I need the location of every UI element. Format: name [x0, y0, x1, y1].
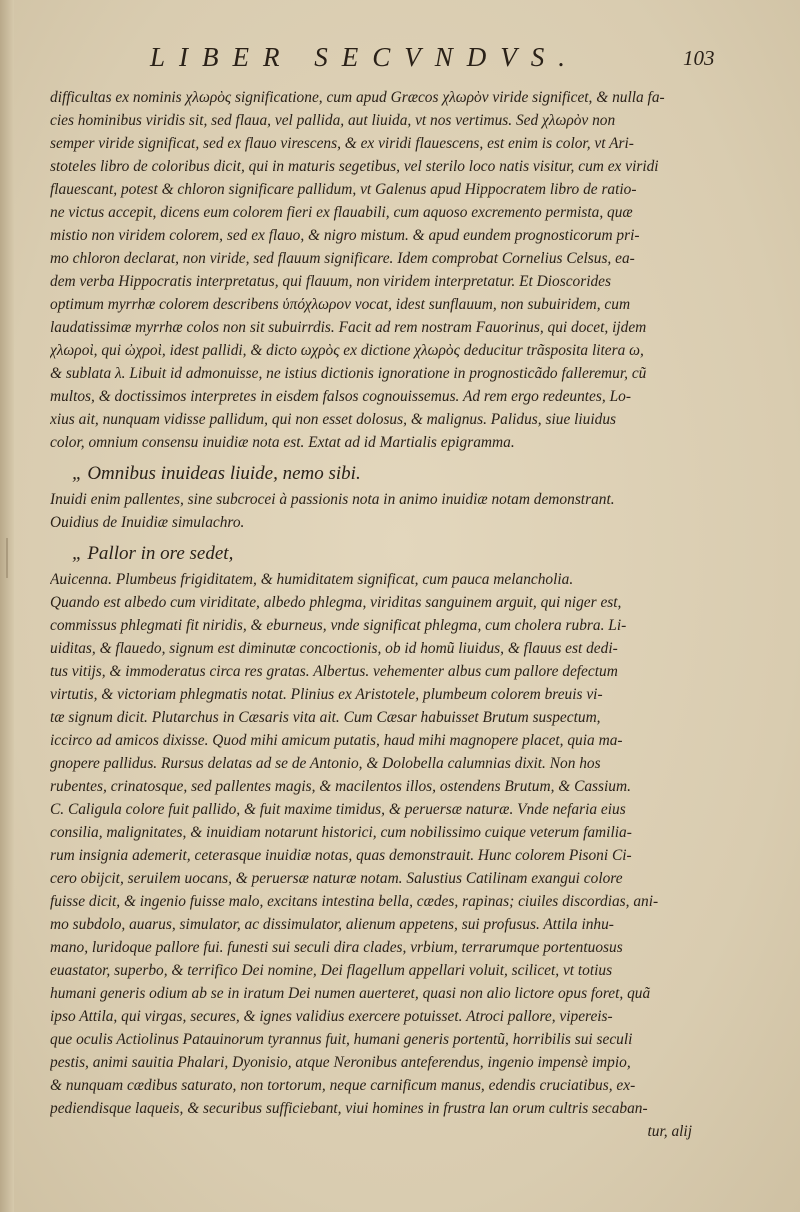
text-line: virtutis, & victoriam phlegmatis notat. Plinius ex Aristotele, plumbeum colorem breuis vi- [50, 686, 603, 703]
catchword: tur, alij [647, 1123, 692, 1140]
text-line: laudatissimæ myrrhæ colos non sit subuirrdis. Facit ad rem nostram Fauorinus, qui docet, ijdem [50, 319, 647, 336]
text-line: dem verba Hippocratis interpretatus, qui flauum, non viridem interpretatur. Et Dioscorides [50, 273, 611, 290]
text-line: fuisse dicit, & ingenio fuisse malo, excitans intestina bella, cædes, rapinas; ciuiles discordias, ani- [50, 893, 659, 910]
text-line: C. Caligula colore fuit pallido, & fuit maxime timidus, & peruersæ naturæ. Vnde nefaria eius [50, 801, 626, 818]
paragraph-2 [50, 488, 714, 534]
quoted-verse-1: „ Omnibus inuideas liuide, nemo sibi. [72, 463, 361, 484]
page-header [0, 40, 800, 80]
text-line: commissus phlegmati fit niridis, & eburneus, vnde significat phlegma, cum cholera rubra. Li- [50, 617, 627, 634]
text-line: Inuidi enim pallentes, sine subcrocei à passionis nota in animo inuidiæ notam demonstrant. [50, 491, 615, 508]
text-line: mano, luridoque pallore fui. funesti sui seculi dira clades, vrbium, terrarumque portentuosus [50, 939, 623, 956]
text-line: gnopere pallidus. Rursus delatas ad se de Antonio, & Dolobella calumnias dixit. Non hos [50, 755, 601, 772]
text-line: humani generis odium ab se in iratum Dei numen auerteret, quasi non alio lictore opus foret, quã [50, 985, 651, 1002]
text-line: semper viride significat, sed ex flauo virescens, & ex viridi flauescens, est enim is color, vt Ari- [50, 135, 634, 152]
text-line: ipso Attila, qui virgas, secures, & ignes validius exercere potuisset. Atroci pallore, vipereis- [50, 1008, 613, 1025]
text-line: stoteles libro de coloribus dicit, qui in maturis segetibus, vel sterilo loco natis visitur, cum ex viridi [50, 158, 659, 175]
text-line: euastator, superbo, & terrifico Dei nomine, Dei flagellum appellari voluit, scilicet, vt totius [50, 962, 613, 979]
text-line: Auicenna. Plumbeus frigiditatem, & humiditatem significat, cum pauca melancholia. [50, 571, 574, 588]
quoted-verse-2: „ Pallor in ore sedet, [72, 543, 234, 564]
text-line: tus vitijs, & immoderatus circa res gratas. Albertus. vehementer albus cum pallore defectum [50, 663, 618, 680]
text-line: & nunquam cædibus saturato, non tortorum, neque carnificum manus, edendis cruciatibus, ex- [50, 1077, 636, 1094]
text-line: rubentes, crinatosque, sed pallentes magis, & macilentos illos, ostendens Brutum, & Cassium. [50, 778, 631, 795]
text-line: χλωροὶ, qui ὠχροὶ, idest pallidi, & dicto ωχρὸς ex dictione χλωρὸς deducitur trãspositа litera ω, [50, 342, 644, 359]
text-line: iccirco ad amicos dixisse. Quod mihi amicum putatis, haud mihi magnopere placet, quia ma- [50, 732, 623, 749]
text-line: rum insignia ademerit, ceterasque inuidiæ notas, quas demonstrauit. Hunc colorem Pisoni Ci- [50, 847, 632, 864]
text-line: multos, & doctissimos interpretes in eisdem falsos cognouissemus. Ad rem ergo redeuntes, Lo- [50, 388, 631, 405]
body-text [50, 86, 714, 1143]
text-line: color, omnium consensu inuidiæ nota est. Extat ad id Martialis epigramma. [50, 434, 515, 451]
text-line: tæ signum dicit. Plutarchus in Cæsaris vita ait. Cum Cæsar habuisset Brutum suspectum, [50, 709, 601, 726]
text-line: Ouidius de Inuidiæ simulachro. [50, 514, 245, 531]
text-line: mo chloron declarat, non viride, sed flauum significare. Idem comprobat Cornelius Celsus, ea- [50, 250, 635, 267]
margin-mark [6, 538, 8, 578]
text-line: mistio non viridem colorem, sed ex flauo, & nigro mistum. & apud eundem prognosticorum pri- [50, 227, 640, 244]
text-line: uiditas, & flauedo, signum est diminutæ concoctionis, ob id homũ liuidus, & flauus est dedi- [50, 640, 618, 657]
text-line: ne victus accepit, dicens eum colorem fieri ex flauabili, cum aquoso excremento permista, quæ [50, 204, 633, 221]
text-line: xius ait, nunquam vidisse pallidum, qui non esset dolosus, & malignus. Palidus, siue liuidus [50, 411, 617, 428]
text-line: difficultas ex nominis χλωρὸς significatione, cum apud Græcos χλωρὸν viride significet, & nulla fa- [50, 89, 665, 106]
text-line: pediendisque laqueis, & securibus sufficiebant, viui homines in frustra lan orum cultris secaban- [50, 1100, 648, 1117]
text-line: & sublata λ. Libuit id admonuisse, ne istius dictionis ignoratione in prognosticãdo falleremur, cũ [50, 365, 647, 382]
text-line: que oculis Actiolinus Patauinorum tyrannus fuit, humani generis portentũ, horribilis sui seculi [50, 1031, 633, 1048]
running-title: LIBER SECVNDVS. [150, 42, 579, 72]
text-line: cero obijcit, seruilem uocans, & peruersæ naturæ notam. Salustius Catilinam exangui colore [50, 870, 623, 887]
page-edge-shadow [0, 0, 14, 1212]
text-line: consilia, malignitates, & inuidiam notarunt historici, cum nobilissimo cuique veterum familia- [50, 824, 632, 841]
paragraph-3 [50, 568, 714, 1120]
text-line: mo subdolo, auarus, simulator, ac dissimulator, alienum appetens, sui profusus. Attila inhu- [50, 916, 614, 933]
text-line: Quando est albedo cum viriditate, albedo phlegma, viriditas sanguinem arguit, qui niger est, [50, 594, 622, 611]
page-number: 103 [683, 46, 715, 70]
paragraph-1 [50, 86, 714, 454]
text-line: flauescant, potest & chloron significare pallidum, vt Galenus apud Hippocratem libro de ratio- [50, 181, 637, 198]
text-line: optimum myrrhæ colorem describens ὑπόχλωρον vocat, idest sunflauum, non subuiridem, cum [50, 296, 631, 313]
text-line: pestis, animi sauitia Phalari, Dyonisio, atque Neronibus anteferendus, ingenio impensè impio, [50, 1054, 631, 1071]
text-line: cies hominibus viridis sit, sed flaua, vel pallida, aut liuida, vt nos vertimus. Sed χλωρὸν non [50, 112, 616, 129]
